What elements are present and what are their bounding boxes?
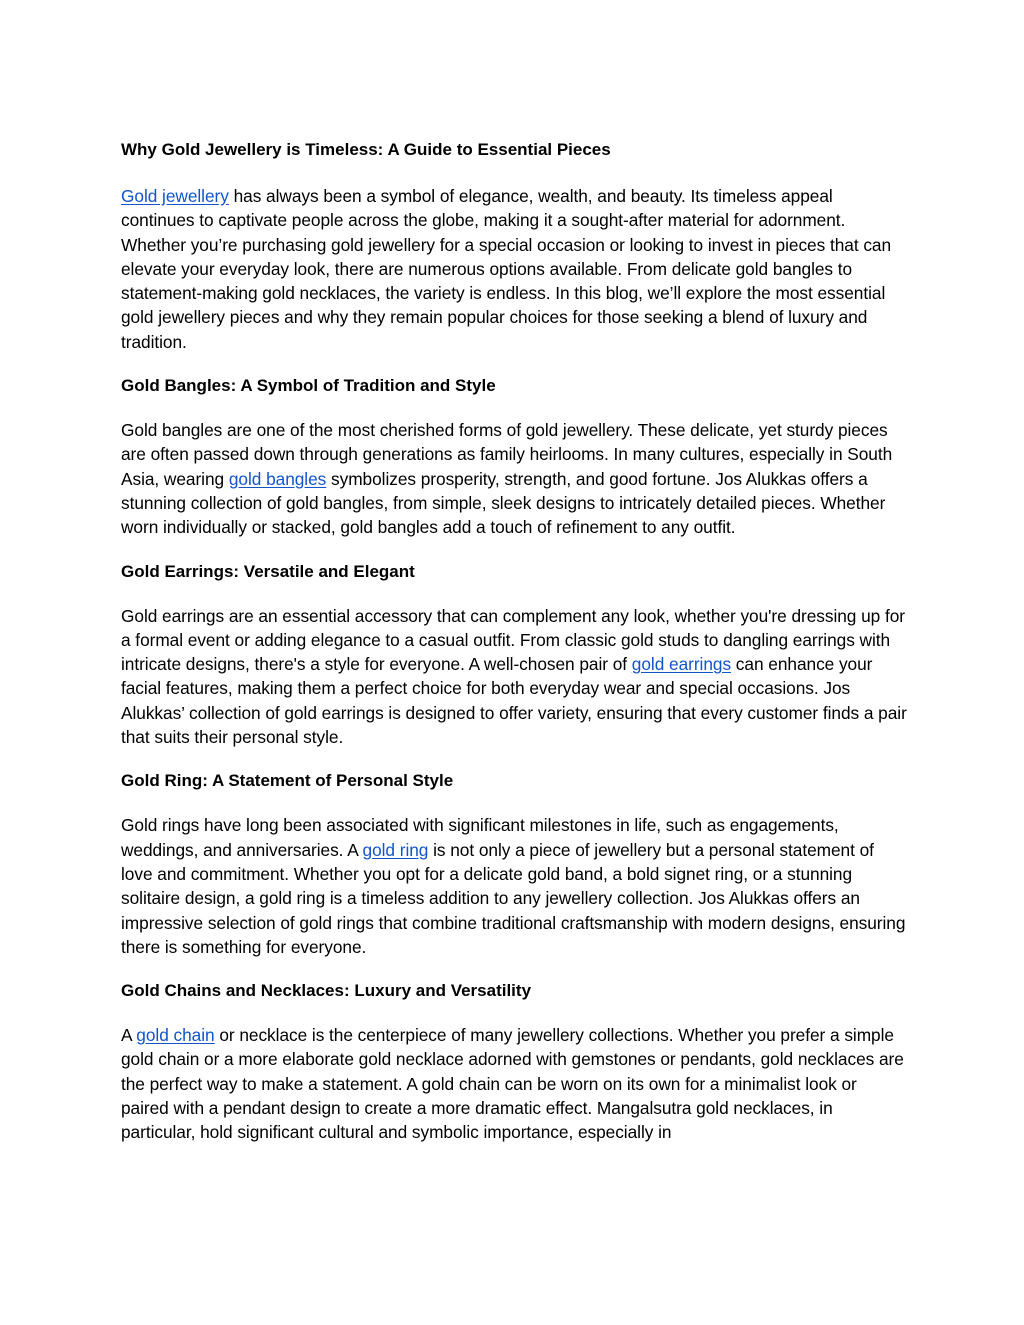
intro-paragraph: [121, 184, 907, 354]
ring-text-before: Gold rings have long been associated with significant milestones in life, such as engagements, weddings, and anniversaries. A: [121, 815, 839, 860]
ring-paragraph: [121, 813, 907, 959]
chains-text-before: A: [121, 1025, 137, 1046]
ring-text-after: is not only a piece of jewellery but a personal statement of love and commitment. Whether you opt for a delicate gold band, a bold signet ring, or a stunning solitaire design, a gold ring is a timeless addition to any jewellery collection. Jos Alukkas offers an impressive selection of gold rings that combine traditional craftsmanship with modern designs, ensuring there is something for everyone.: [121, 839, 906, 957]
bangles-text-before: Gold bangles are one of the most cherished forms of gold jewellery. These delicate, yet sturdy pieces are often passed down through generations as family heirlooms. In many cultures, especially in South Asia, wearing: [121, 420, 893, 489]
bangles-paragraph: [121, 418, 907, 539]
chains-text-after: or necklace is the centerpiece of many jewellery collections. Whether you prefer a simple gold chain or a more elaborate gold necklace adorned with gemstones or pendants, gold necklaces are the perfect way to make a statement. A gold chain can be worn on its own for a minimalist look or paired with a pendant design to create a more dramatic effect. Mangalsutra gold necklaces, in particular, hold significant cultural and symbolic importance, especially in: [121, 1025, 904, 1143]
earrings-text-before: Gold earrings are an essential accessory that can complement any look, whether you're dressing up for a formal event or adding elegance to a casual outfit. From classic gold studs to dangling earrings with intricate designs, there's a style for everyone. A well-chosen pair of: [121, 605, 905, 675]
gold-earrings-link[interactable]: gold earrings: [631, 654, 732, 675]
gold-bangles-link[interactable]: gold bangles: [228, 468, 327, 489]
gold-jewellery-link[interactable]: Gold jewellery: [121, 186, 229, 206]
ring-heading: Gold Ring: A Statement of Personal Style: [121, 771, 454, 791]
earrings-text-after: can enhance your facial features, making them a perfect choice for both everyday wear and special occasions. Jos Alukkas’ collection of gold earrings is designed to offer variety, ensuring that every customer finds a pair that suits their personal style.: [121, 654, 907, 748]
earrings-paragraph: [121, 604, 907, 750]
earrings-heading: Gold Earrings: Versatile and Elegant: [121, 561, 415, 581]
chains-paragraph: [121, 1023, 907, 1144]
gold-chain-link[interactable]: gold chain: [136, 1025, 215, 1046]
gold-ring-link[interactable]: gold ring: [362, 839, 429, 860]
document-page: [121, 138, 907, 1165]
bangles-text-after: symbolizes prosperity, strength, and good fortune. Jos Alukkas offers a stunning collection of gold bangles, from simple, sleek designs to intricately detailed pieces. Whether worn individually or stacked, gold bangles add a touch of refinement to any outfit.: [121, 468, 886, 538]
chains-heading: Gold Chains and Necklaces: Luxury and Versatility: [121, 981, 532, 1001]
article-title: Why Gold Jewellery is Timeless: A Guide to Essential Pieces: [121, 140, 611, 159]
intro-text: has always been a symbol of elegance, wealth, and beauty. Its timeless appeal continues to captivate people across the globe, making it a sought-after material for adornment. Whether you’re purchasing gold jewellery for a special occasion or looking to invest in pieces that can elevate your everyday look, there are numerous options available. From delicate gold bangles to statement-making gold necklaces, the variety is endless. In this blog, we’ll explore the most essential gold jewellery pieces and why they remain popular choices for those seeking a blend of luxury and tradition.: [121, 186, 892, 352]
bangles-heading: Gold Bangles: A Symbol of Tradition and Style: [121, 376, 496, 396]
